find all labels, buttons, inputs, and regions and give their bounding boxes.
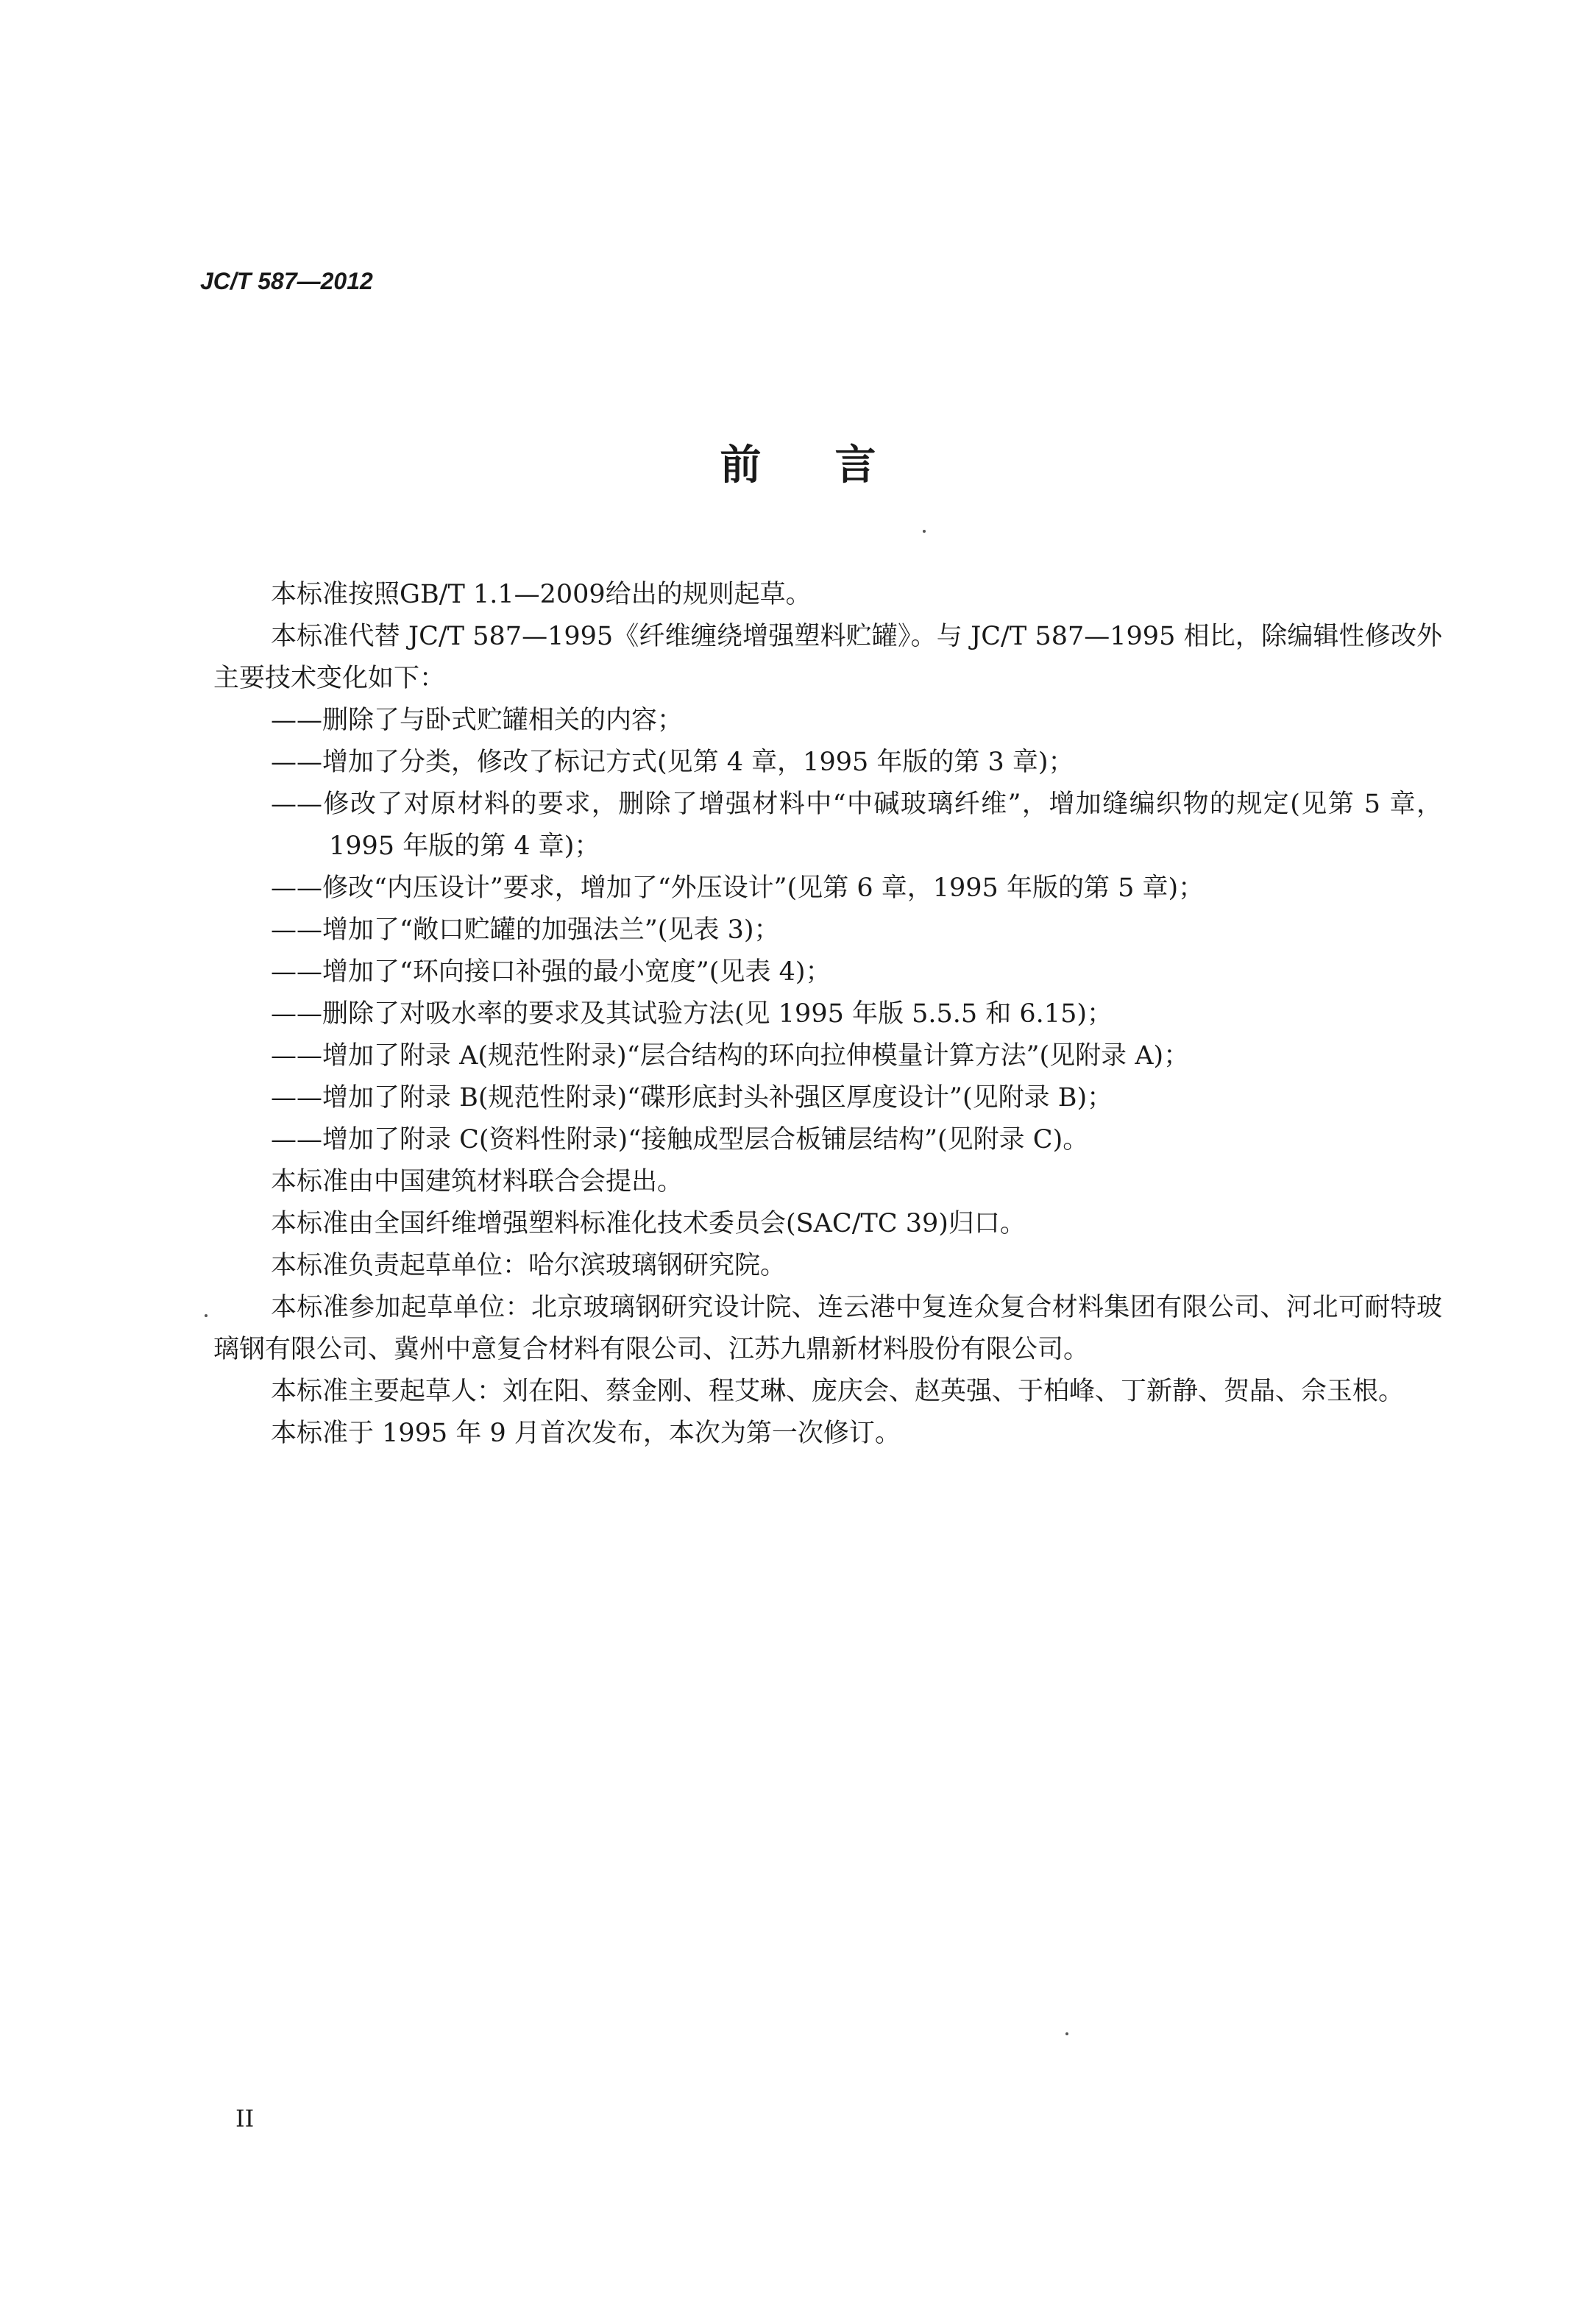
closing-paragraph: 本标准主要起草人：刘在阳、蔡金刚、程艾琳、庞庆会、赵英强、于柏峰、丁新静、贺晶、佘玉根。 xyxy=(271,1377,1405,1406)
change-item: ——删除了对吸水率的要求及其试验方法(见 1995 年版 5.5.5 和 6.15)； xyxy=(271,999,1113,1029)
closing-paragraph: 本标准于 1995 年 9 月首次发布，本次为第一次修订。 xyxy=(271,1419,901,1448)
change-item: ——修改“内压设计”要求，增加了“外压设计”(见第 6 章，1995 年版的第 5 章)； xyxy=(271,873,1205,903)
closing-paragraph: 本标准由全国纤维增强塑料标准化技术委员会(SAC/TC 39)归口。 xyxy=(271,1209,1026,1238)
change-item: ——增加了“敞口贮罐的加强法兰”(见表 3)； xyxy=(271,915,780,945)
change-item: ——删除了与卧式贮罐相关的内容； xyxy=(271,706,684,735)
intro-paragraph: 本标准代替 JC/T 587—1995《纤维缠绕增强塑料贮罐》。与 JC/T 587—1995 相比，除编辑性修改外主要技术变化如下： xyxy=(213,622,1442,693)
scan-speck xyxy=(205,1314,208,1317)
change-item: ——增加了“环向接口补强的最小宽度”(见表 4)； xyxy=(271,957,831,987)
standard-code: JC/T 587—2012 xyxy=(200,268,373,294)
closing-paragraph: 本标准由中国建筑材料联合会提出。 xyxy=(271,1167,684,1196)
intro-paragraph: 本标准按照GB/T 1.1—2009给出的规则起草。 xyxy=(271,580,812,609)
closing-paragraph: 本标准参加起草单位：北京玻璃钢研究设计院、连云港中复连众复合材料集团有限公司、河北可耐特玻璃钢有限公司、冀州中意复合材料有限公司、江苏九鼎新材料股份有限公司。 xyxy=(213,1293,1442,1364)
change-item: ——修改了对原材料的要求，删除了增强材料中“中碱玻璃纤维”，增加缝编织物的规定(见第 5 章，1995 年版的第 4 章)； xyxy=(271,790,1442,861)
page-number: II xyxy=(235,2104,255,2132)
closing-paragraph: 本标准负责起草单位：哈尔滨玻璃钢研究院。 xyxy=(271,1251,787,1280)
scan-speck xyxy=(923,530,926,533)
change-item: ——增加了附录 B(规范性附录)“碟形底封头补强区厚度设计”(见附录 B)； xyxy=(271,1083,1113,1113)
change-item: ——增加了分类，修改了标记方式(见第 4 章，1995 年版的第 3 章)； xyxy=(271,748,1074,777)
scan-speck xyxy=(1065,2032,1068,2035)
change-item: ——增加了附录 C(资料性附录)“接触成型层合板铺层结构”(见附录 C)。 xyxy=(271,1125,1089,1155)
change-item: ——增加了附录 A(规范性附录)“层合结构的环向拉伸模量计算方法”(见附录 A)； xyxy=(271,1041,1190,1071)
foreword-body xyxy=(213,574,1442,1455)
page-title: 前言 xyxy=(720,441,950,489)
